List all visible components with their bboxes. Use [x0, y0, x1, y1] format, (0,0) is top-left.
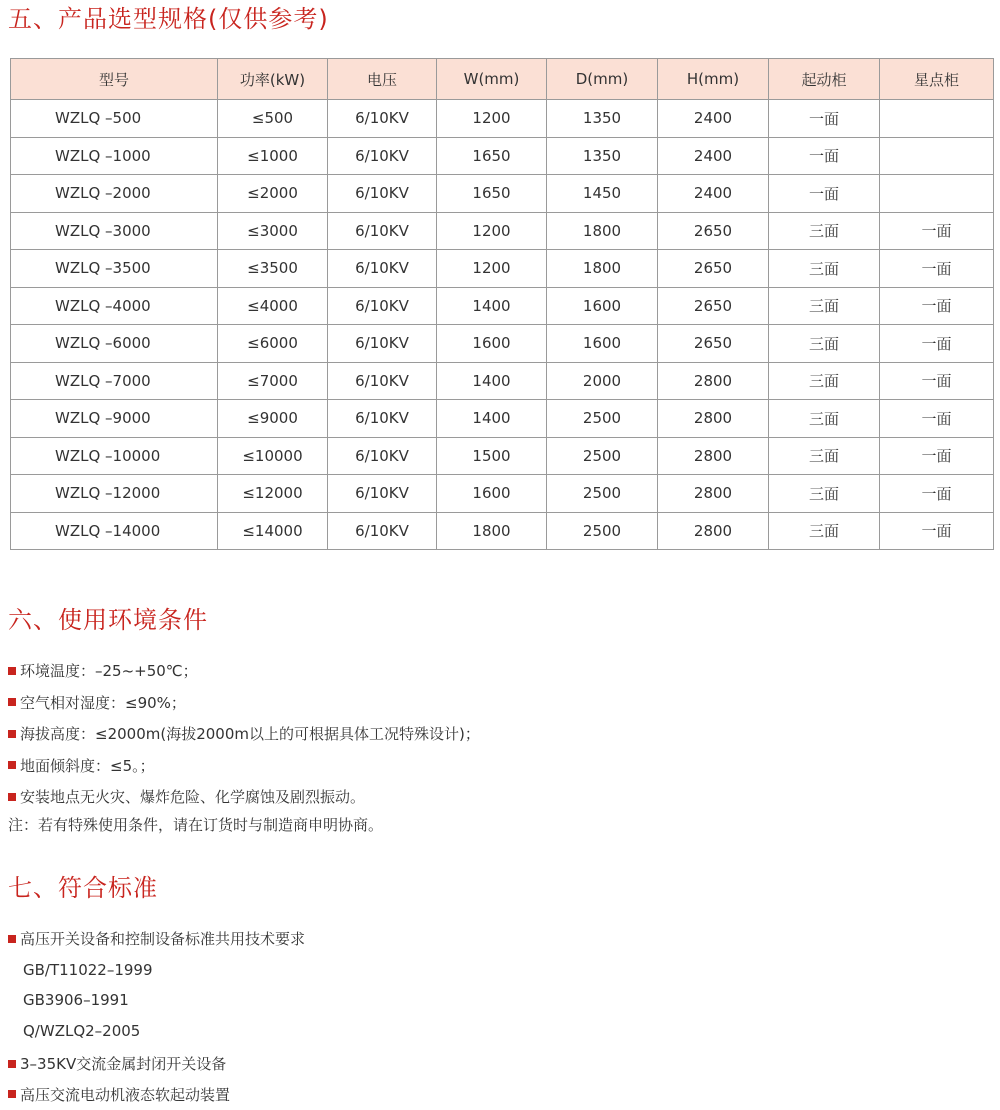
table-cell: ≤10000 — [218, 437, 328, 475]
list-item-text: 环境温度：–25~+50℃； — [20, 662, 198, 680]
table-cell: 一面 — [880, 362, 994, 400]
table-cell: 6/10KV — [328, 362, 437, 400]
table-row — [11, 100, 994, 138]
table-cell: 三面 — [769, 437, 880, 475]
table-cell: 2500 — [547, 437, 658, 475]
table-cell: 一面 — [769, 137, 880, 175]
table-cell: WZLQ –7000 — [11, 362, 218, 400]
table-cell: 2650 — [658, 250, 769, 288]
table-cell: 一面 — [880, 437, 994, 475]
standards-list — [8, 924, 305, 1110]
table-cell: 6/10KV — [328, 175, 437, 213]
square-bullet-icon — [8, 1060, 16, 1068]
table-cell: 1200 — [437, 212, 547, 250]
table-cell: 2800 — [658, 475, 769, 513]
table-cell: 1350 — [547, 100, 658, 138]
table-cell: 6/10KV — [328, 512, 437, 550]
table-cell: 三面 — [769, 362, 880, 400]
table-cell: 6/10KV — [328, 137, 437, 175]
table-cell: 6/10KV — [328, 250, 437, 288]
environment-note: 注：若有特殊使用条件，请在订货时与制造商申明协商。 — [8, 816, 384, 834]
table-cell: 2000 — [547, 362, 658, 400]
table-cell: 2800 — [658, 362, 769, 400]
table-cell: 2650 — [658, 212, 769, 250]
table-cell: 1400 — [437, 287, 547, 325]
table-cell: 三面 — [769, 212, 880, 250]
table-cell: 一面 — [769, 175, 880, 213]
table-cell: 1800 — [437, 512, 547, 550]
table-cell: 2650 — [658, 287, 769, 325]
square-bullet-icon — [8, 935, 16, 943]
table-cell: WZLQ –12000 — [11, 475, 218, 513]
table-cell: ≤3000 — [218, 212, 328, 250]
table-cell: 1600 — [437, 475, 547, 513]
table-body — [11, 100, 994, 550]
column-header: H(mm) — [658, 59, 769, 100]
square-bullet-icon — [8, 667, 16, 675]
table-row — [11, 362, 994, 400]
table-header-row — [11, 59, 994, 100]
table-cell: WZLQ –500 — [11, 100, 218, 138]
standard-code: GB/T11022–1999 — [23, 960, 153, 979]
column-header: D(mm) — [547, 59, 658, 100]
table-cell: 1400 — [437, 362, 547, 400]
table-row — [11, 400, 994, 438]
table-cell: 一面 — [880, 475, 994, 513]
standard-title: 高压交流电动机液态软起动装置 — [20, 1085, 231, 1104]
table-cell: 1600 — [547, 325, 658, 363]
standard-code: Q/WZLQ2–2005 — [23, 1021, 141, 1040]
list-item-text: 空气相对湿度：≤90%； — [20, 693, 186, 712]
table-cell: 2800 — [658, 400, 769, 438]
table-cell: 1800 — [547, 212, 658, 250]
table-cell: WZLQ –10000 — [11, 437, 218, 475]
standard-title: 3–35KV交流金属封闭开关设备 — [20, 1055, 227, 1073]
standard-title: 高压开关设备和控制设备标准共用技术要求 — [20, 930, 306, 948]
table-row — [11, 175, 994, 213]
table-cell: ≤500 — [218, 100, 328, 138]
table-cell: 三面 — [769, 287, 880, 325]
table-cell: 1650 — [437, 175, 547, 213]
table-row — [11, 287, 994, 325]
table-cell: 2500 — [547, 512, 658, 550]
table-cell — [880, 137, 994, 175]
square-bullet-icon — [8, 761, 16, 769]
table-cell: 三面 — [769, 400, 880, 438]
list-item — [8, 1049, 305, 1080]
column-header: 起动柜 — [769, 59, 880, 100]
table-cell: 1600 — [437, 325, 547, 363]
table-cell: 2500 — [547, 475, 658, 513]
table-cell: ≤6000 — [218, 325, 328, 363]
table-row — [11, 212, 994, 250]
table-cell: 1600 — [547, 287, 658, 325]
table-cell: ≤3500 — [218, 250, 328, 288]
column-header: W(mm) — [437, 59, 547, 100]
column-header: 电压 — [328, 59, 437, 100]
table-cell: 2400 — [658, 137, 769, 175]
table-cell: 一面 — [880, 400, 994, 438]
table-cell: 6/10KV — [328, 100, 437, 138]
list-item — [8, 924, 305, 955]
table-cell: WZLQ –6000 — [11, 325, 218, 363]
table-cell: 6/10KV — [328, 325, 437, 363]
table-cell: 三面 — [769, 250, 880, 288]
column-header: 功率(kW) — [218, 59, 328, 100]
standard-code: GB3906–1991 — [23, 991, 129, 1009]
table-cell: 2650 — [658, 325, 769, 363]
table-cell: 1650 — [437, 137, 547, 175]
table-cell: ≤2000 — [218, 175, 328, 213]
list-item-text: 安装地点无火灾、爆炸危险、化学腐蚀及剧烈振动。 — [20, 788, 366, 806]
table-cell: 一面 — [880, 287, 994, 325]
table-cell: 三面 — [769, 475, 880, 513]
square-bullet-icon — [8, 793, 16, 801]
section-title-environment: 六、使用环境条件 — [8, 606, 208, 634]
table-cell: 一面 — [880, 512, 994, 550]
table-cell: 一面 — [880, 212, 994, 250]
environment-list — [8, 656, 480, 814]
column-header: 星点柜 — [880, 59, 994, 100]
table-cell: WZLQ –3000 — [11, 212, 218, 250]
table-cell: 6/10KV — [328, 475, 437, 513]
table-row — [11, 437, 994, 475]
table-cell: 2500 — [547, 400, 658, 438]
list-item — [8, 751, 480, 783]
table-cell: ≤9000 — [218, 400, 328, 438]
list-item — [8, 782, 480, 814]
table-cell: WZLQ –1000 — [11, 137, 218, 175]
table-cell: 一面 — [880, 250, 994, 288]
table-cell: 1200 — [437, 100, 547, 138]
table-row — [11, 137, 994, 175]
table-row — [11, 512, 994, 550]
table-cell: 2800 — [658, 437, 769, 475]
table-cell: ≤1000 — [218, 137, 328, 175]
table-row — [11, 325, 994, 363]
list-item — [8, 688, 480, 720]
list-item — [8, 719, 480, 751]
table-cell: 1350 — [547, 137, 658, 175]
table-cell: ≤7000 — [218, 362, 328, 400]
table-cell: 1450 — [547, 175, 658, 213]
table-cell: ≤12000 — [218, 475, 328, 513]
table-cell: 2800 — [658, 512, 769, 550]
list-item-text: 地面倾斜度：≤5。； — [20, 756, 155, 775]
column-header: 型号 — [11, 59, 218, 100]
table-row — [11, 475, 994, 513]
square-bullet-icon — [8, 1090, 16, 1098]
table-cell: WZLQ –9000 — [11, 400, 218, 438]
table-cell — [880, 175, 994, 213]
table-cell: 6/10KV — [328, 400, 437, 438]
table-cell: WZLQ –14000 — [11, 512, 218, 550]
list-item-text: 海拔高度：≤2000m(海拔2000m以上的可根据具体工况特殊设计)； — [20, 725, 480, 743]
table-cell: 2400 — [658, 175, 769, 213]
square-bullet-icon — [8, 730, 16, 738]
table-cell: 1400 — [437, 400, 547, 438]
table-cell: 6/10KV — [328, 437, 437, 475]
table-cell: 2400 — [658, 100, 769, 138]
table-cell: 三面 — [769, 512, 880, 550]
table-cell: 1800 — [547, 250, 658, 288]
table-cell: 三面 — [769, 325, 880, 363]
list-item — [8, 1080, 305, 1110]
square-bullet-icon — [8, 698, 16, 706]
section-title-spec: 五、产品选型规格(仅供参考) — [8, 5, 329, 33]
table-cell: WZLQ –4000 — [11, 287, 218, 325]
spec-table — [10, 58, 994, 550]
table-cell: 1500 — [437, 437, 547, 475]
table-cell: ≤14000 — [218, 512, 328, 550]
table-cell: WZLQ –3500 — [11, 250, 218, 288]
table-cell: 1200 — [437, 250, 547, 288]
list-item — [8, 656, 480, 688]
table-cell: 一面 — [880, 325, 994, 363]
table-cell: 6/10KV — [328, 212, 437, 250]
table-cell: ≤4000 — [218, 287, 328, 325]
section-title-standards: 七、符合标准 — [8, 874, 158, 902]
table-cell — [880, 100, 994, 138]
table-cell: 6/10KV — [328, 287, 437, 325]
table-cell: 一面 — [769, 100, 880, 138]
table-row — [11, 250, 994, 288]
table-cell: WZLQ –2000 — [11, 175, 218, 213]
